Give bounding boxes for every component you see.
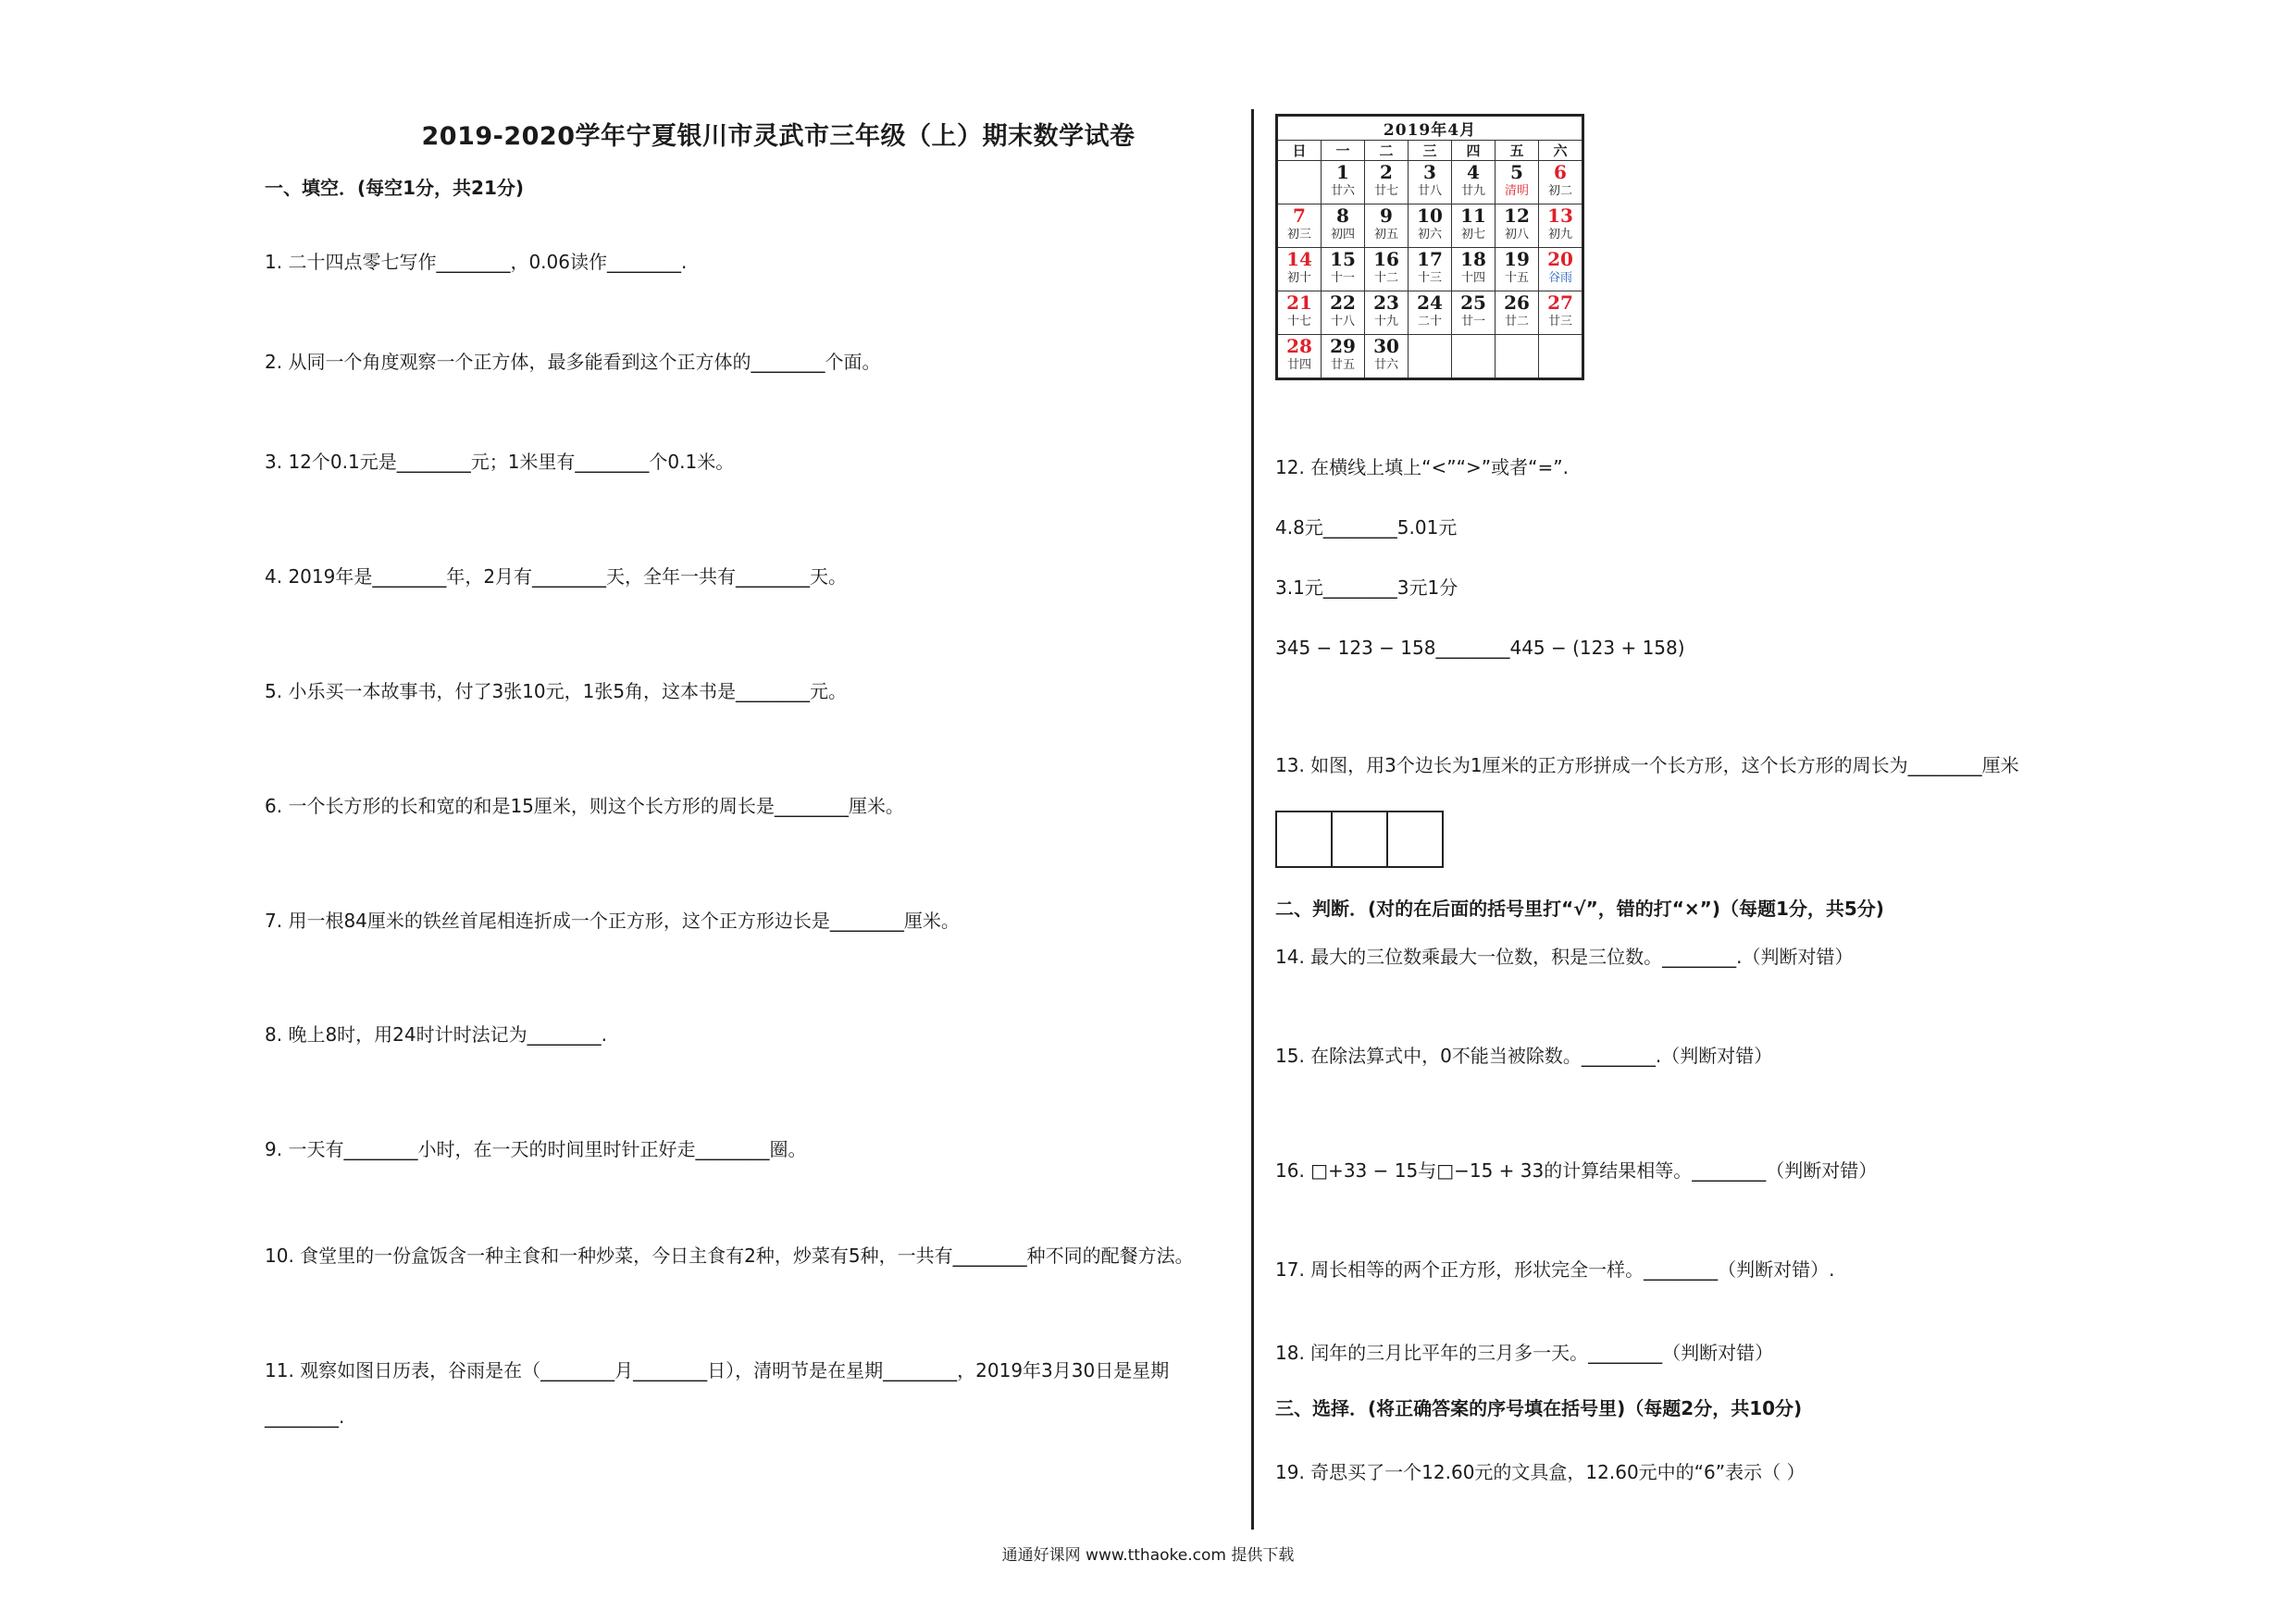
day-number: 21 <box>1286 291 1312 314</box>
column-divider <box>1251 109 1254 1530</box>
day-number: 30 <box>1373 335 1399 357</box>
lunar-date: 二十 <box>1417 315 1442 328</box>
question-11: 11. 观察如图日历表，谷雨是在（________月________日），清明节是在星期________，2019年3月30日是星期________. <box>265 1359 1170 1428</box>
day-number: 18 <box>1460 248 1486 270</box>
question-3: 3. 12个0.1元是________元；1米里有________个0.1米。 <box>265 451 735 473</box>
calendar-day <box>1409 248 1452 291</box>
lunar-date: 廿七 <box>1373 184 1398 198</box>
day-number: 13 <box>1547 204 1573 227</box>
lunar-date: 谷雨 <box>1547 271 1572 285</box>
calendar-day <box>1496 161 1539 204</box>
calendar-april-2019 <box>1275 114 1584 380</box>
question-16: 16. □+33 − 15与□−15 + 33的计算结果相等。________（判断对错） <box>1275 1159 1878 1182</box>
day-number: 1 <box>1336 161 1349 183</box>
question-1: 1. 二十四点零七写作________，0.06读作________. <box>265 251 688 273</box>
calendar-day <box>1409 291 1452 335</box>
lunar-date: 十八 <box>1330 315 1355 328</box>
question-7: 7. 用一根84厘米的铁丝首尾相连折成一个正方形，这个正方形边长是________厘米。 <box>265 910 960 932</box>
day-number: 14 <box>1286 248 1312 270</box>
calendar-day <box>1496 291 1539 335</box>
calendar-day <box>1322 291 1365 335</box>
day-number: 28 <box>1286 335 1312 357</box>
calendar-day <box>1365 248 1409 291</box>
day-number: 16 <box>1373 248 1399 270</box>
calendar-day <box>1452 248 1496 291</box>
day-number: 24 <box>1417 291 1443 314</box>
day-number: 22 <box>1330 291 1356 314</box>
weekday-header: 四 <box>1452 141 1496 161</box>
question-12a: 4.8元________5.01元 <box>1275 516 1458 539</box>
day-number: 29 <box>1330 335 1356 357</box>
day-number: 12 <box>1504 204 1530 227</box>
lunar-date: 廿八 <box>1417 184 1442 198</box>
day-number: 7 <box>1293 204 1306 227</box>
calendar-day <box>1365 204 1409 248</box>
calendar-day <box>1409 204 1452 248</box>
section-heading-fill-in: 一、填空．(每空1分，共21分) <box>265 177 525 199</box>
calendar-day <box>1496 335 1539 379</box>
lunar-date: 廿三 <box>1547 315 1572 328</box>
day-number: 15 <box>1330 248 1356 270</box>
question-15: 15. 在除法算式中，0不能当被除数。________.（判断对错） <box>1275 1045 1773 1067</box>
day-number: 19 <box>1504 248 1530 270</box>
day-number: 11 <box>1460 204 1486 227</box>
question-19: 19. 奇思买了一个12.60元的文具盒，12.60元中的“6”表示（ ） <box>1275 1461 1806 1483</box>
day-number: 6 <box>1554 161 1567 183</box>
calendar-day <box>1409 161 1452 204</box>
calendar-day <box>1277 248 1322 291</box>
question-8: 8. 晚上8时，用24时计时法记为________. <box>265 1023 607 1046</box>
lunar-date: 廿四 <box>1286 358 1311 372</box>
lunar-date: 初七 <box>1460 228 1485 242</box>
calendar-day <box>1365 291 1409 335</box>
calendar-day <box>1496 204 1539 248</box>
calendar-day <box>1365 335 1409 379</box>
day-number: 27 <box>1547 291 1573 314</box>
footer-source: 通通好课网 www.tthaoke.com 提供下载 <box>1001 1546 1295 1565</box>
question-4: 4. 2019年是________年，2月有________天，全年一共有________天。 <box>265 565 848 588</box>
lunar-date: 初十 <box>1286 271 1311 285</box>
lunar-date: 初三 <box>1286 228 1311 242</box>
weekday-header: 六 <box>1539 141 1583 161</box>
day-number: 23 <box>1373 291 1399 314</box>
calendar-day <box>1539 335 1583 379</box>
calendar-day <box>1539 161 1583 204</box>
calendar-day <box>1322 248 1365 291</box>
question-14: 14. 最大的三位数乘最大一位数，积是三位数。________.（判断对错） <box>1275 946 1854 968</box>
day-number: 8 <box>1336 204 1349 227</box>
lunar-date: 十五 <box>1504 271 1529 285</box>
lunar-date: 初二 <box>1547 184 1572 198</box>
day-number: 20 <box>1547 248 1573 270</box>
calendar-day <box>1496 248 1539 291</box>
calendar-day <box>1322 204 1365 248</box>
calendar-day <box>1539 291 1583 335</box>
lunar-date: 十一 <box>1330 271 1355 285</box>
question-6: 6. 一个长方形的长和宽的和是15厘米，则这个长方形的周长是________厘米。 <box>265 795 904 817</box>
day-number: 25 <box>1460 291 1486 314</box>
calendar-day <box>1409 335 1452 379</box>
lunar-date: 初八 <box>1504 228 1529 242</box>
section-heading-choice: 三、选择．(将正确答案的序号填在括号里)（每题2分，共10分) <box>1275 1397 1803 1419</box>
question-10: 10. 食堂里的一份盒饭含一种主食和一种炒菜，今日主食有2种，炒菜有5种，一共有________种不同的配餐方法。 <box>265 1245 1194 1267</box>
lunar-date: 十二 <box>1373 271 1398 285</box>
day-number: 9 <box>1380 204 1393 227</box>
weekday-header: 三 <box>1409 141 1452 161</box>
section-heading-judge: 二、判断．(对的在后面的括号里打“√”，错的打“×”)（每题1分，共5分) <box>1275 898 1884 920</box>
question-2: 2. 从同一个角度观察一个正方体，最多能看到这个正方体的________个面。 <box>265 351 881 373</box>
question-12b: 3.1元________3元1分 <box>1275 576 1458 599</box>
calendar-day <box>1452 161 1496 204</box>
calendar-caption: 2019年4月 <box>1277 116 1583 141</box>
question-13: 13. 如图，用3个边长为1厘米的正方形拼成一个长方形，这个长方形的周长为________厘米 <box>1275 754 2019 776</box>
calendar-day <box>1277 335 1322 379</box>
weekday-header: 日 <box>1277 141 1322 161</box>
lunar-date: 廿二 <box>1504 315 1529 328</box>
day-number: 2 <box>1380 161 1393 183</box>
question-5: 5. 小乐买一本故事书，付了3张10元，1张5角，这本书是________元。 <box>265 680 848 702</box>
day-number: 4 <box>1467 161 1480 183</box>
lunar-date: 清明 <box>1504 184 1529 198</box>
day-number: 5 <box>1510 161 1523 183</box>
calendar-day <box>1452 204 1496 248</box>
lunar-date: 十四 <box>1460 271 1485 285</box>
calendar-day <box>1539 248 1583 291</box>
calendar-day <box>1277 161 1322 204</box>
lunar-date: 初四 <box>1330 228 1355 242</box>
lunar-date: 廿一 <box>1460 315 1485 328</box>
day-number: 26 <box>1504 291 1530 314</box>
calendar-day <box>1277 291 1322 335</box>
day-number: 3 <box>1423 161 1436 183</box>
lunar-date: 十三 <box>1417 271 1442 285</box>
lunar-date: 廿九 <box>1460 184 1485 198</box>
lunar-date: 十九 <box>1373 315 1398 328</box>
calendar-day <box>1322 161 1365 204</box>
calendar-day <box>1322 335 1365 379</box>
square <box>1333 812 1388 866</box>
day-number: 10 <box>1417 204 1443 227</box>
square <box>1388 812 1442 866</box>
calendar-day <box>1365 161 1409 204</box>
page-title: 2019-2020学年宁夏银川市灵武市三年级（上）期末数学试卷 <box>421 122 1136 151</box>
question-9: 9. 一天有________小时，在一天的时间里时针正好走________圈。 <box>265 1138 807 1160</box>
day-number: 17 <box>1417 248 1443 270</box>
question-17: 17. 周长相等的两个正方形，形状完全一样。________（判断对错）. <box>1275 1258 1835 1281</box>
question-12: 12. 在横线上填上“<”“>”或者“=”. <box>1275 456 1569 478</box>
lunar-date: 廿五 <box>1330 358 1355 372</box>
lunar-date: 十七 <box>1286 315 1311 328</box>
question-18: 18. 闰年的三月比平年的三月多一天。________（判断对错） <box>1275 1342 1774 1364</box>
three-squares-figure <box>1275 811 1444 868</box>
lunar-date: 初九 <box>1547 228 1572 242</box>
lunar-date: 廿六 <box>1330 184 1355 198</box>
calendar-day <box>1277 204 1322 248</box>
left-column <box>265 116 1227 1428</box>
lunar-date: 初六 <box>1417 228 1442 242</box>
calendar-day <box>1539 204 1583 248</box>
calendar-day <box>1452 335 1496 379</box>
weekday-header: 一 <box>1322 141 1365 161</box>
weekday-header: 五 <box>1496 141 1539 161</box>
square <box>1277 812 1333 866</box>
lunar-date: 初五 <box>1373 228 1398 242</box>
calendar-day <box>1452 291 1496 335</box>
lunar-date: 廿六 <box>1373 358 1398 372</box>
question-12c: 345 − 123 − 158________445 − (123 + 158) <box>1275 637 1685 659</box>
weekday-header: 二 <box>1365 141 1409 161</box>
